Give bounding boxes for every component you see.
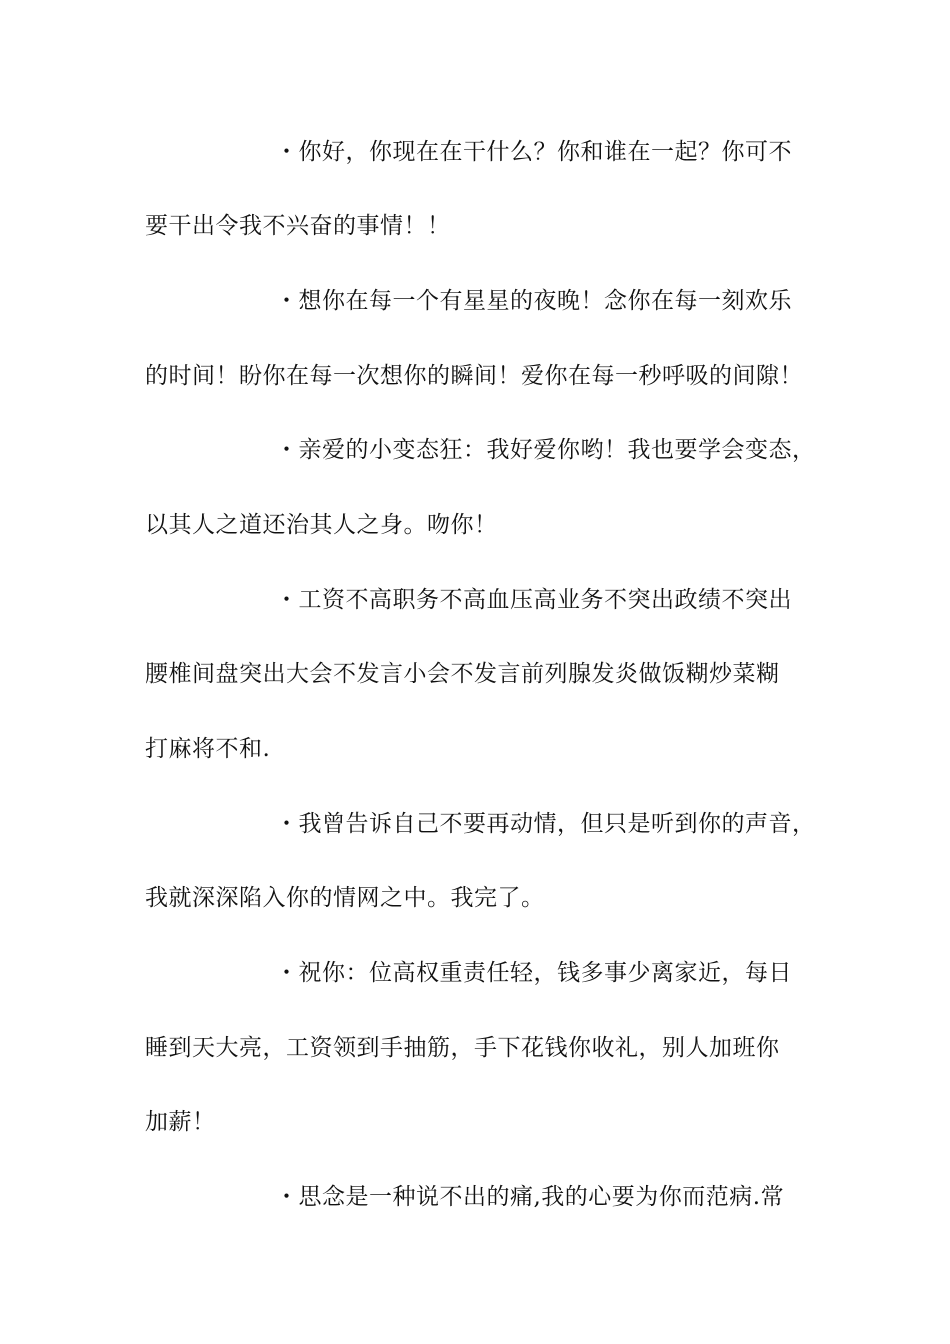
paragraph-4-line-3: 打麻将不和. <box>145 736 271 762</box>
paragraph-6-line-1: ・祝你：位高权重责任轻，钱多事少离家近，每日 <box>275 960 792 986</box>
paragraph-6-line-3: 加薪！ <box>145 1109 216 1135</box>
paragraph-5-line-2: 我就深深陷入你的情网之中。我完了。 <box>145 885 545 911</box>
paragraph-3-line-2: 以其人之道还治其人之身。吻你！ <box>145 512 498 538</box>
paragraph-2-line-1: ・想你在每一个有星星的夜晚！念你在每一刻欢乐 <box>275 288 792 314</box>
paragraph-5-line-1: ・我曾告诉自己不要再动情，但只是听到你的声音， <box>275 811 816 837</box>
paragraph-3-line-1: ・亲爱的小变态狂：我好爱你哟！我也要学会变态， <box>275 437 816 463</box>
paragraph-4-line-2: 腰椎间盘突出大会不发言小会不发言前列腺发炎做饭糊炒菜糊 <box>145 661 780 687</box>
paragraph-7-line-1: ・思念是一种说不出的痛,我的心要为你而范病.常 <box>275 1184 785 1210</box>
paragraph-2-line-2: 的时间！盼你在每一次想你的瞬间！爱你在每一秒呼吸的间隙！ <box>145 363 803 389</box>
paragraph-1-line-1: ・你好，你现在在干什么？你和谁在一起？你可不 <box>275 139 792 165</box>
paragraph-1-line-2: 要干出令我不兴奋的事情！！ <box>145 213 451 239</box>
paragraph-4-line-1: ・工资不高职务不高血压高业务不突出政绩不突出 <box>275 587 792 613</box>
paragraph-6-line-2: 睡到天大亮，工资领到手抽筋，手下花钱你收礼，别人加班你 <box>145 1035 780 1061</box>
